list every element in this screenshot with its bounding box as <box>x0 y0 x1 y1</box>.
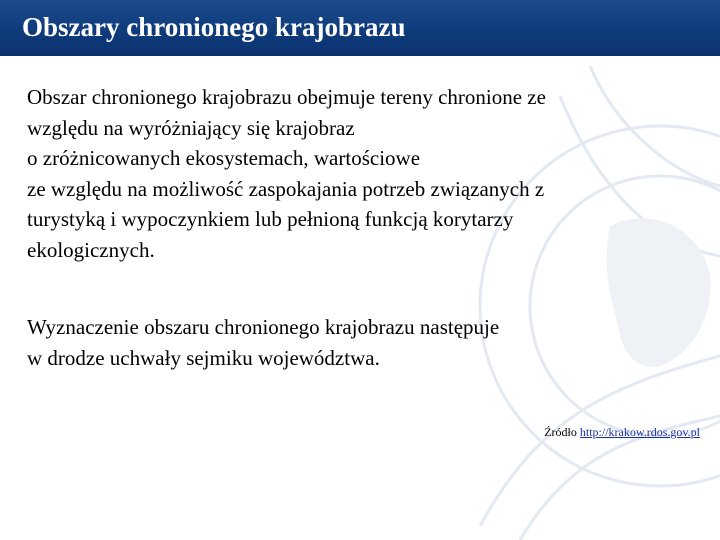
paragraph-1-line: ze względu na możliwość zaspokajania potrzeb związanych z <box>27 176 545 201</box>
paragraph-2-line: Wyznaczenie obszaru chronionego krajobrazu następuje <box>27 315 500 339</box>
source-label: Źródło <box>544 425 577 439</box>
main-content <box>27 82 687 265</box>
paragraph-2 <box>27 312 687 373</box>
paragraph-2-line: w drodze uchwały sejmiku województwa. <box>27 345 380 370</box>
paragraph-1-line: ekologicznych. <box>27 237 155 262</box>
paragraph-1-line: względu na wyróżniający się krajobraz <box>27 115 355 140</box>
paragraph-1-line: o zróżnicowanych ekosystemach, wartościowe <box>27 146 421 170</box>
slide-title: Obszary chronionego krajobrazu <box>22 12 406 42</box>
source-note <box>544 425 700 440</box>
source-link[interactable]: http://krakow.rdos.gov.pl <box>579 425 700 439</box>
title-bar <box>0 0 720 56</box>
paragraph-1-line: turystyką i wypoczynkiem lub pełnioną funkcją korytarzy <box>27 207 514 231</box>
paragraph-1-line: Obszar chronionego krajobrazu obejmuje tereny chronione ze <box>27 85 546 109</box>
paragraph-1 <box>27 82 687 265</box>
